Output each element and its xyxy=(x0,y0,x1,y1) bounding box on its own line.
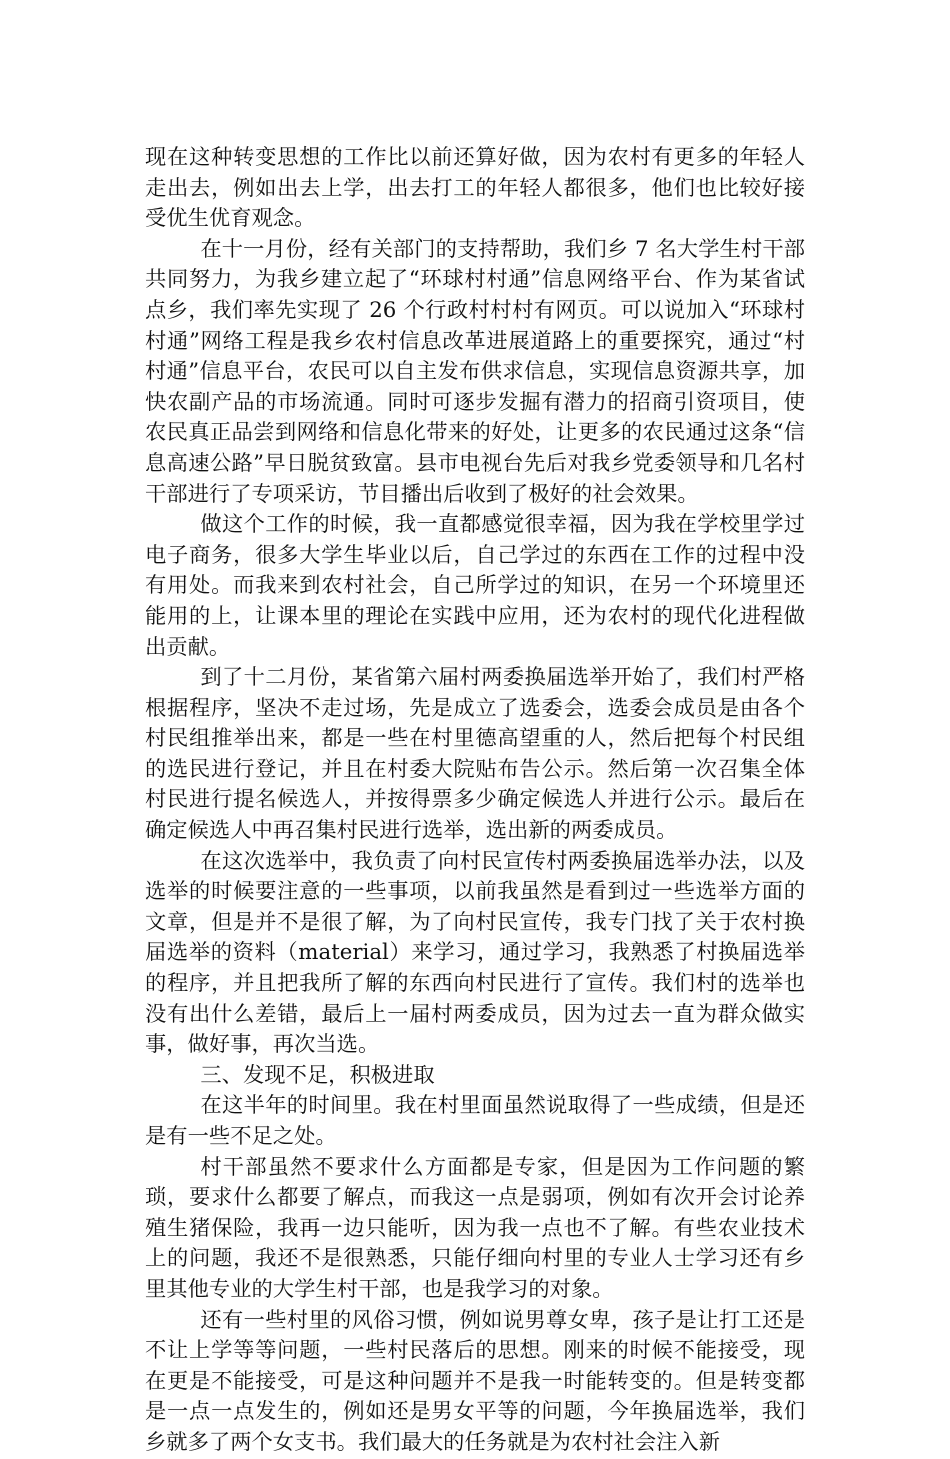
document-page xyxy=(145,143,805,1459)
section-heading: 三、发现不足，积极进取 xyxy=(200,1062,435,1088)
paragraph-election: 到了十二月份，某省第六届村两委换届选举开始了，我们村严格根据程序，坚决不走过场，先是成立了选委会，选委会成员是由各个村民组推举出来，都是一些在村里德高望重的人，然后把每个村民组的选民进行登记，并且在村委大院贴布告公示。然后第一次召集全体村民进行提名候选人，并按得票多少确定候选人并进行公示。最后在确定候选人中再召集村民进行选举，选出新的两委成员。 xyxy=(145,665,805,844)
paragraph-weakness: 村干部虽然不要求什么方面都是专家，但是因为工作问题的繁琐，要求什么都要了解点，而我这一点是弱项，例如有次开会讨论养殖生猪保险，我再一边只能听，因为我一点也不了解。有些农业技术上的问题，我还不是很熟悉，只能仔细向村里的专业人士学习还有乡里其他专业的大学生村干部，也是我学习的对象。 xyxy=(145,1154,805,1302)
paragraph-happiness: 做这个工作的时候，我一直都感觉很幸福，因为我在学校里学过电子商务，很多大学生毕业以后，自己学过的东西在工作的过程中没有用处。而我来到农村社会，自己所学过的知识，在另一个环境里还能用的上，让课本里的理论在实践中应用，还为农村的现代化进程做出贡献。 xyxy=(145,512,805,660)
paragraph-continuation: 现在这种转变思想的工作比以前还算好做，因为农村有更多的年轻人走出去，例如出去上学，出去打工的年轻人都很多，他们也比较好接受优生优育观念。 xyxy=(145,145,805,232)
paragraph-customs: 还有一些村里的风俗习惯，例如说男尊女卑，孩子是让打工还是不让上学等等问题，一些村民落后的思想。刚来的时候不能接受，现在更是不能接受，可是这种问题并不是我一时能转变的。但是转变都是一点一点发生的，例如还是男女平等的问题，今年换届选举，我们乡就多了两个女支书。我们最大的任务就是为农村社会注入新 xyxy=(145,1307,805,1455)
paragraph-network-platform: 在十一月份，经有关部门的支持帮助，我们乡 7 名大学生村干部共同努力，为我乡建立起了“环球村村通”信息网络平台、作为某省试点乡，我们率先实现了 26 个行政村村村有网页。可以说加入“环球村村通”网络工程是我乡农村信息改革进展道路上的重要探究，通过“村村通”信息平台，农民可以自主发布供求信息，实现信息资源共享，加快农副产品的市场流通。同时可逐步发掘有潜力的招商引资项目，使农民真正品尝到网络和信息化带来的好处，让更多的农民通过这条“信息高速公路”早日脱贫致富。县市电视台先后对我乡党委领导和几名村干部进行了专项采访，节目播出后收到了极好的社会效果。 xyxy=(145,236,805,507)
paragraph-election-publicity: 在这次选举中，我负责了向村民宣传村两委换届选举办法，以及选举的时候要注意的一些事项，以前我虽然是看到过一些选举方面的文章，但是并不是很了解，为了向村民宣传，我专门找了关于农村换届选举的资料（material）来学习，通过学习，我熟悉了村换届选举的程序，并且把我所了解的东西向村民进行了宣传。我们村的选举也没有出什么差错，最后上一届村两委成员，因为过去一直为群众做实事，做好事，再次当选。 xyxy=(145,848,805,1058)
paragraph-shortcomings: 在这半年的时间里。我在村里面虽然说取得了一些成绩，但是还是有一些不足之处。 xyxy=(145,1093,805,1149)
